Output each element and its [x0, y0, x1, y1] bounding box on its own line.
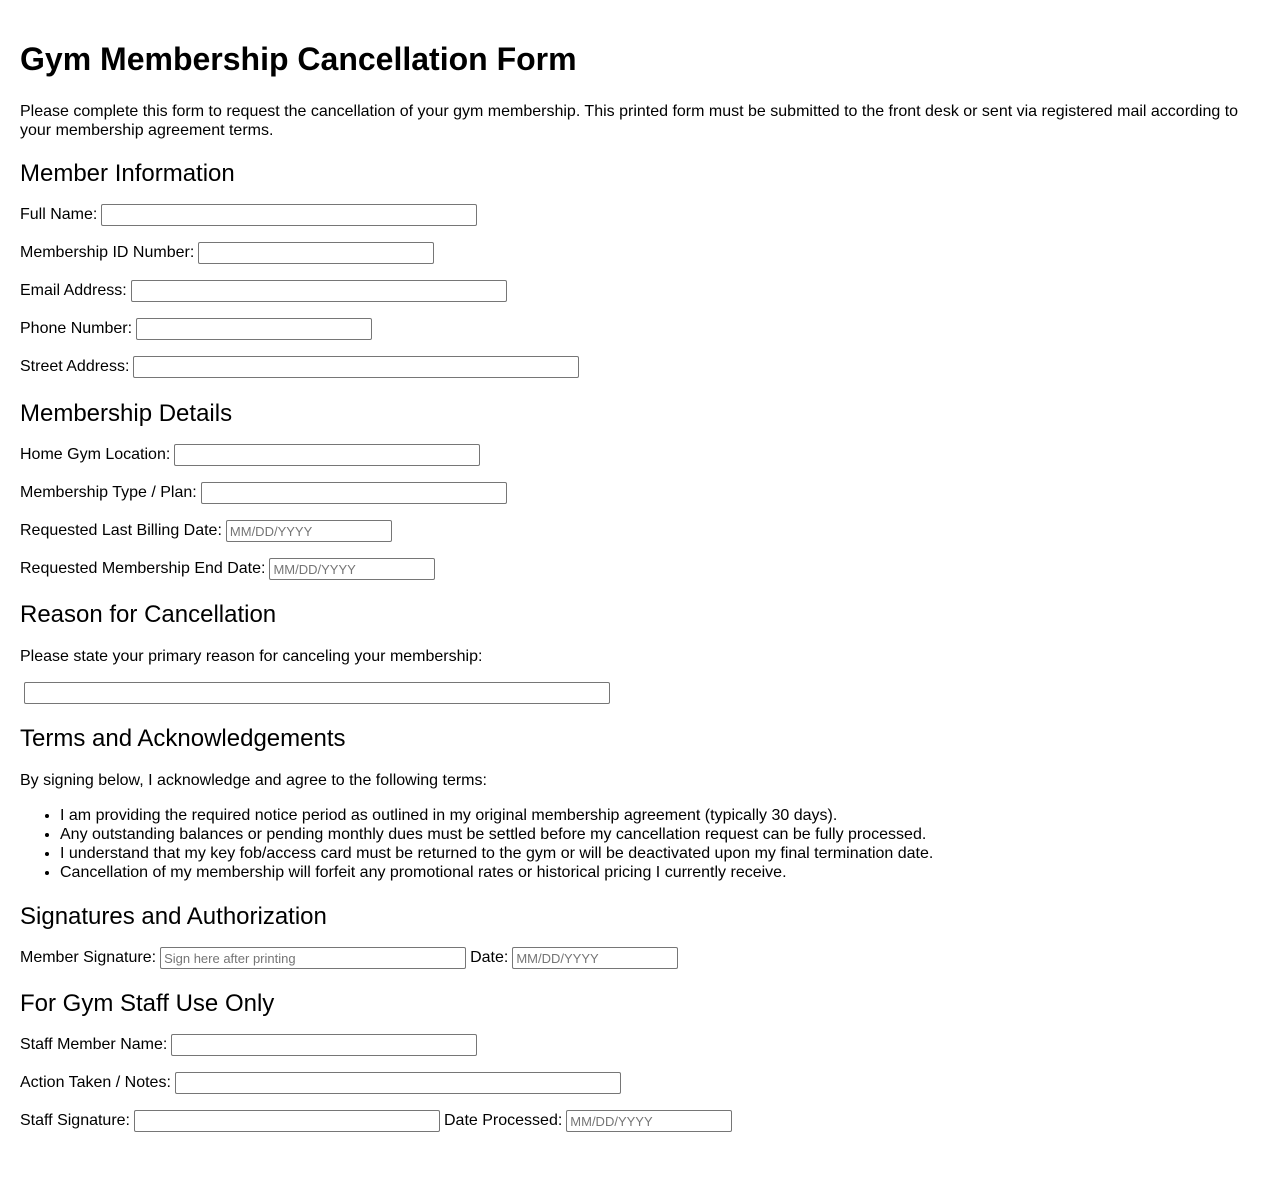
staff-signature-input[interactable]	[134, 1110, 440, 1132]
reason-prompt: Please state your primary reason for canceling your membership:	[20, 648, 483, 665]
page-title: Gym Membership Cancellation Form	[20, 41, 577, 77]
member-date-label: Date:	[470, 949, 509, 966]
signatures-heading: Signatures and Authorization	[20, 903, 327, 930]
terms-intro: By signing below, I acknowledge and agree to the following terms:	[20, 772, 487, 789]
action-taken-input[interactable]	[175, 1072, 621, 1094]
member-signature-label: Member Signature:	[20, 949, 157, 966]
membership-details-section	[20, 400, 1242, 580]
membership-end-date-label: Requested Membership End Date:	[20, 560, 266, 577]
email-input[interactable]	[131, 280, 507, 302]
staff-name-label: Staff Member Name:	[20, 1036, 168, 1053]
reason-heading: Reason for Cancellation	[20, 601, 277, 628]
member-information-heading: Member Information	[20, 160, 235, 187]
membership-details-heading: Membership Details	[20, 400, 233, 427]
membership-end-date-input[interactable]	[269, 558, 435, 580]
terms-item: • Cancellation of my membership will forfeit any promotional rates or historical pricing I currently receive.	[60, 863, 1242, 882]
membership-id-label: Membership ID Number:	[20, 244, 195, 261]
terms-item: • Any outstanding balances or pending monthly dues must be settled before my cancellation request can be fully processed.	[60, 825, 1242, 844]
home-gym-label: Home Gym Location:	[20, 446, 171, 463]
signatures-section	[20, 903, 1242, 969]
reason-section	[20, 601, 1242, 704]
street-address-label: Street Address:	[20, 358, 130, 375]
date-processed-label: Date Processed:	[444, 1112, 563, 1129]
staff-signature-label: Staff Signature:	[20, 1112, 130, 1129]
terms-heading: Terms and Acknowledgements	[20, 725, 346, 752]
action-taken-label: Action Taken / Notes:	[20, 1074, 171, 1091]
last-billing-date-label: Requested Last Billing Date:	[20, 522, 222, 539]
terms-section	[20, 725, 1242, 882]
full-name-label: Full Name:	[20, 206, 98, 223]
member-information-section	[20, 160, 1242, 378]
membership-id-input[interactable]	[198, 242, 434, 264]
last-billing-date-input[interactable]	[226, 520, 392, 542]
street-address-input[interactable]	[133, 356, 579, 378]
terms-item: • I understand that my key fob/access card must be returned to the gym or will be deactivated upon my final termination date.	[60, 844, 1242, 863]
staff-heading: For Gym Staff Use Only	[20, 990, 275, 1017]
terms-item: • I am providing the required notice period as outlined in my original membership agreement (typically 30 days).	[60, 806, 1242, 825]
phone-input[interactable]	[136, 318, 372, 340]
phone-label: Phone Number:	[20, 320, 133, 337]
member-signature-input[interactable]	[160, 947, 466, 969]
membership-plan-label: Membership Type / Plan:	[20, 484, 197, 501]
reason-input[interactable]	[24, 682, 610, 704]
membership-plan-input[interactable]	[201, 482, 507, 504]
email-label: Email Address:	[20, 282, 127, 299]
full-name-input[interactable]	[101, 204, 477, 226]
intro-text: Please complete this form to request the cancellation of your gym membership. This printed form must be submitted to the front desk or sent via registered mail according to your membership agreement terms.	[20, 103, 1239, 139]
terms-list	[20, 806, 1242, 882]
home-gym-input[interactable]	[174, 444, 480, 466]
staff-name-input[interactable]	[171, 1034, 477, 1056]
staff-section	[20, 990, 1242, 1132]
date-processed-input[interactable]	[566, 1110, 732, 1132]
member-date-input[interactable]	[512, 947, 678, 969]
